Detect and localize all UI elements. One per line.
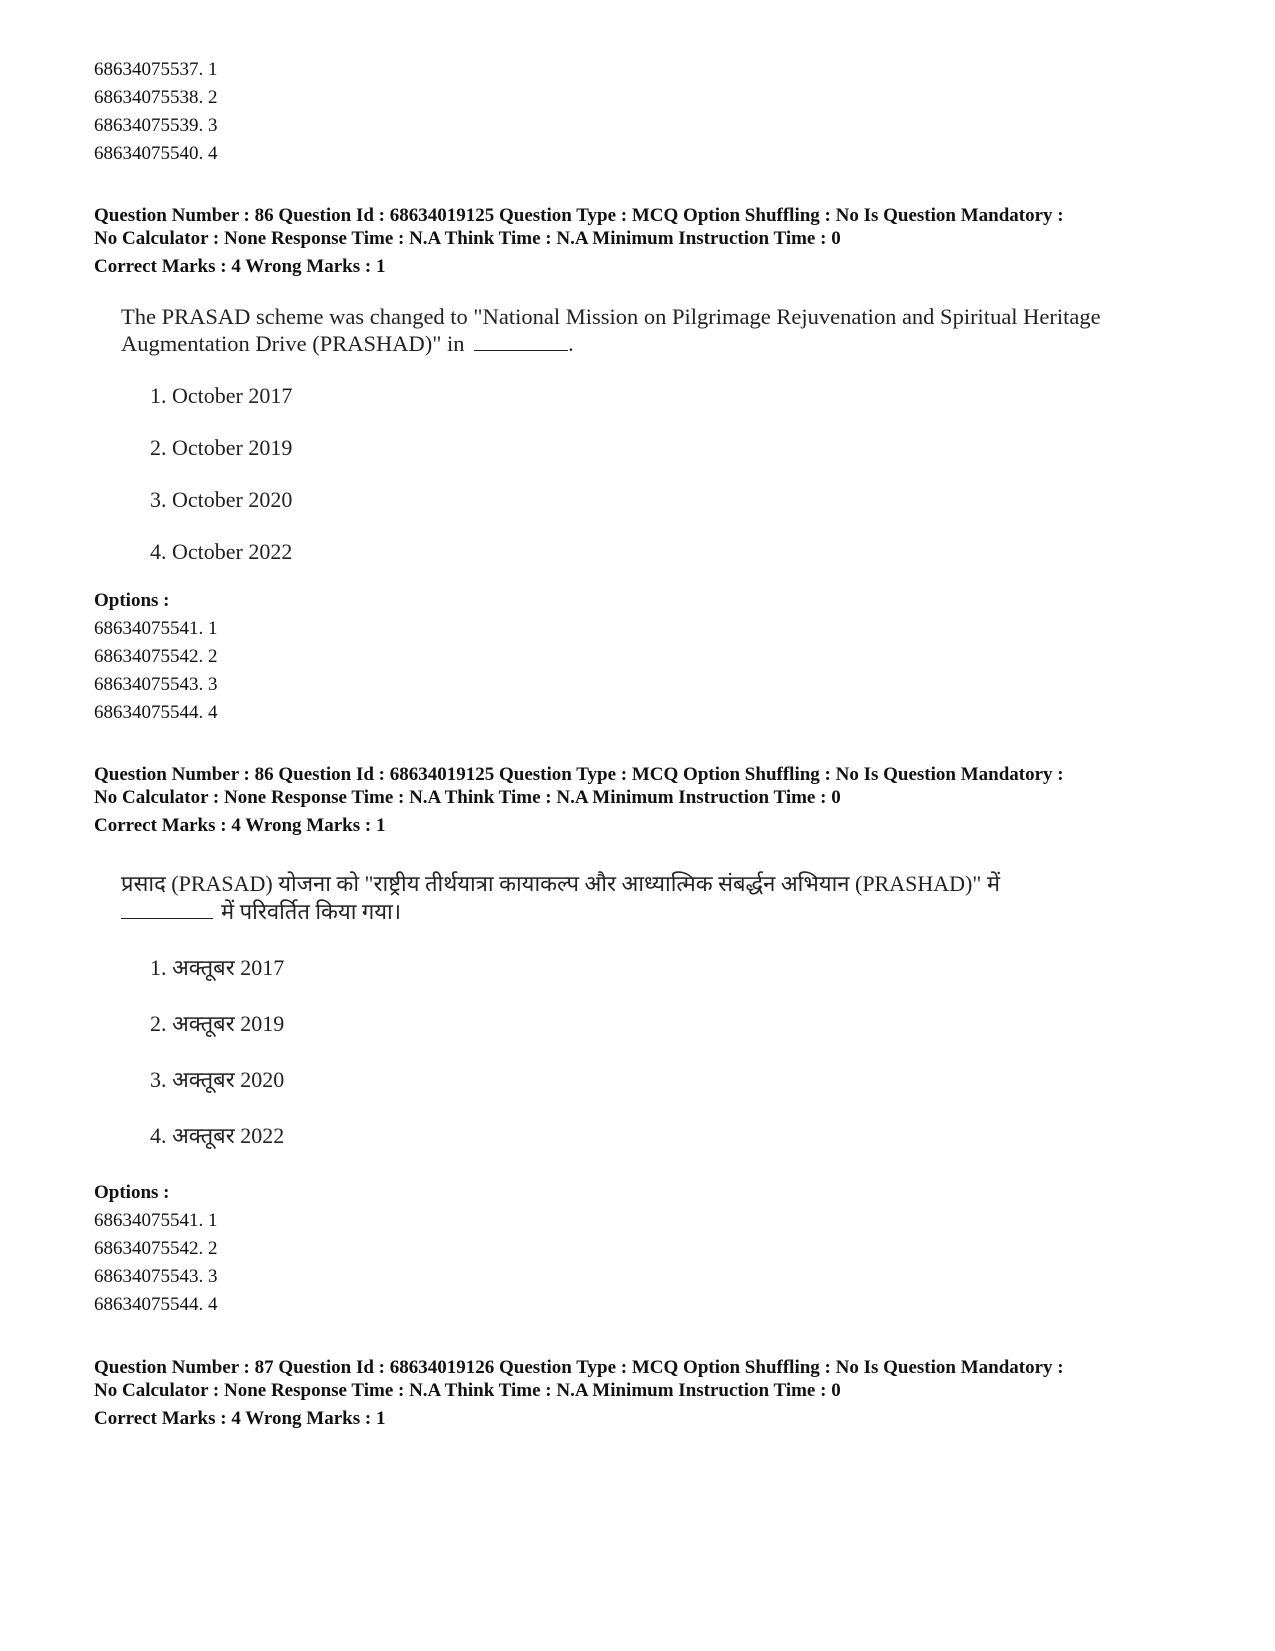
answer-choice: 2. अक्तूबर 2019 [150,1011,285,1036]
option-id-line: 68634075544. 4 [94,1294,218,1315]
answer-choice: 2. October 2019 [150,435,293,460]
answer-choice: 4. October 2022 [150,539,293,564]
question-text-line1: प्रसाद (PRASAD) योजना को "राष्ट्रीय तीर्थयात्रा कायाकल्प और आध्यात्मिक संबर्द्धन अभियान (PRASHAD)" में [121,871,1000,896]
answer-choice: 1. October 2017 [150,383,293,408]
question-text-line1: The PRASAD scheme was changed to "National Mission on Pilgrimage Rejuvenation and Spiritual Heritage [121,304,1101,329]
option-id-line: 68634075539. 3 [94,115,218,136]
option-id-line: 68634075542. 2 [94,646,218,667]
options-label: Options : [94,590,170,611]
question-text-line2-end: में परिवर्तित किया गया। [221,899,402,924]
question-header-line1: Question Number : 86 Question Id : 68634019125 Question Type : MCQ Option Shuffling : No Is Question Mandatory : [94,764,1064,785]
option-id-line: 68634075538. 2 [94,87,218,108]
answer-blank [474,332,568,351]
question-marks: Correct Marks : 4 Wrong Marks : 1 [94,256,386,277]
question-text-line2 [121,898,401,926]
answer-choice: 1. अक्तूबर 2017 [150,955,285,980]
options-label: Options : [94,1182,170,1203]
question-header-line1: Question Number : 87 Question Id : 68634019126 Question Type : MCQ Option Shuffling : No Is Question Mandatory : [94,1357,1064,1378]
question-header-line1: Question Number : 86 Question Id : 68634019125 Question Type : MCQ Option Shuffling : No Is Question Mandatory : [94,205,1064,226]
question-header-line2: No Calculator : None Response Time : N.A Think Time : N.A Minimum Instruction Time : 0 [94,1380,841,1401]
option-id-line: 68634075541. 1 [94,1210,218,1231]
option-id-line: 68634075542. 2 [94,1238,218,1259]
option-id-line: 68634075543. 3 [94,1266,218,1287]
option-id-line: 68634075544. 4 [94,702,218,723]
option-id-line: 68634075537. 1 [94,59,218,80]
question-marks: Correct Marks : 4 Wrong Marks : 1 [94,1408,386,1429]
answer-choice: 3. October 2020 [150,487,293,512]
question-header-line2: No Calculator : None Response Time : N.A Think Time : N.A Minimum Instruction Time : 0 [94,787,841,808]
option-id-line: 68634075543. 3 [94,674,218,695]
question-header-line2: No Calculator : None Response Time : N.A Think Time : N.A Minimum Instruction Time : 0 [94,228,841,249]
question-text-line2-start: Augmentation Drive (PRASHAD)" in [121,331,465,356]
answer-choice: 3. अक्तूबर 2020 [150,1067,285,1092]
question-text-line2 [121,330,574,358]
question-text-line2-end: . [568,331,574,356]
question-marks: Correct Marks : 4 Wrong Marks : 1 [94,815,386,836]
option-id-line: 68634075541. 1 [94,618,218,639]
option-id-line: 68634075540. 4 [94,143,218,164]
answer-choice: 4. अक्तूबर 2022 [150,1123,285,1148]
answer-blank [121,900,213,919]
